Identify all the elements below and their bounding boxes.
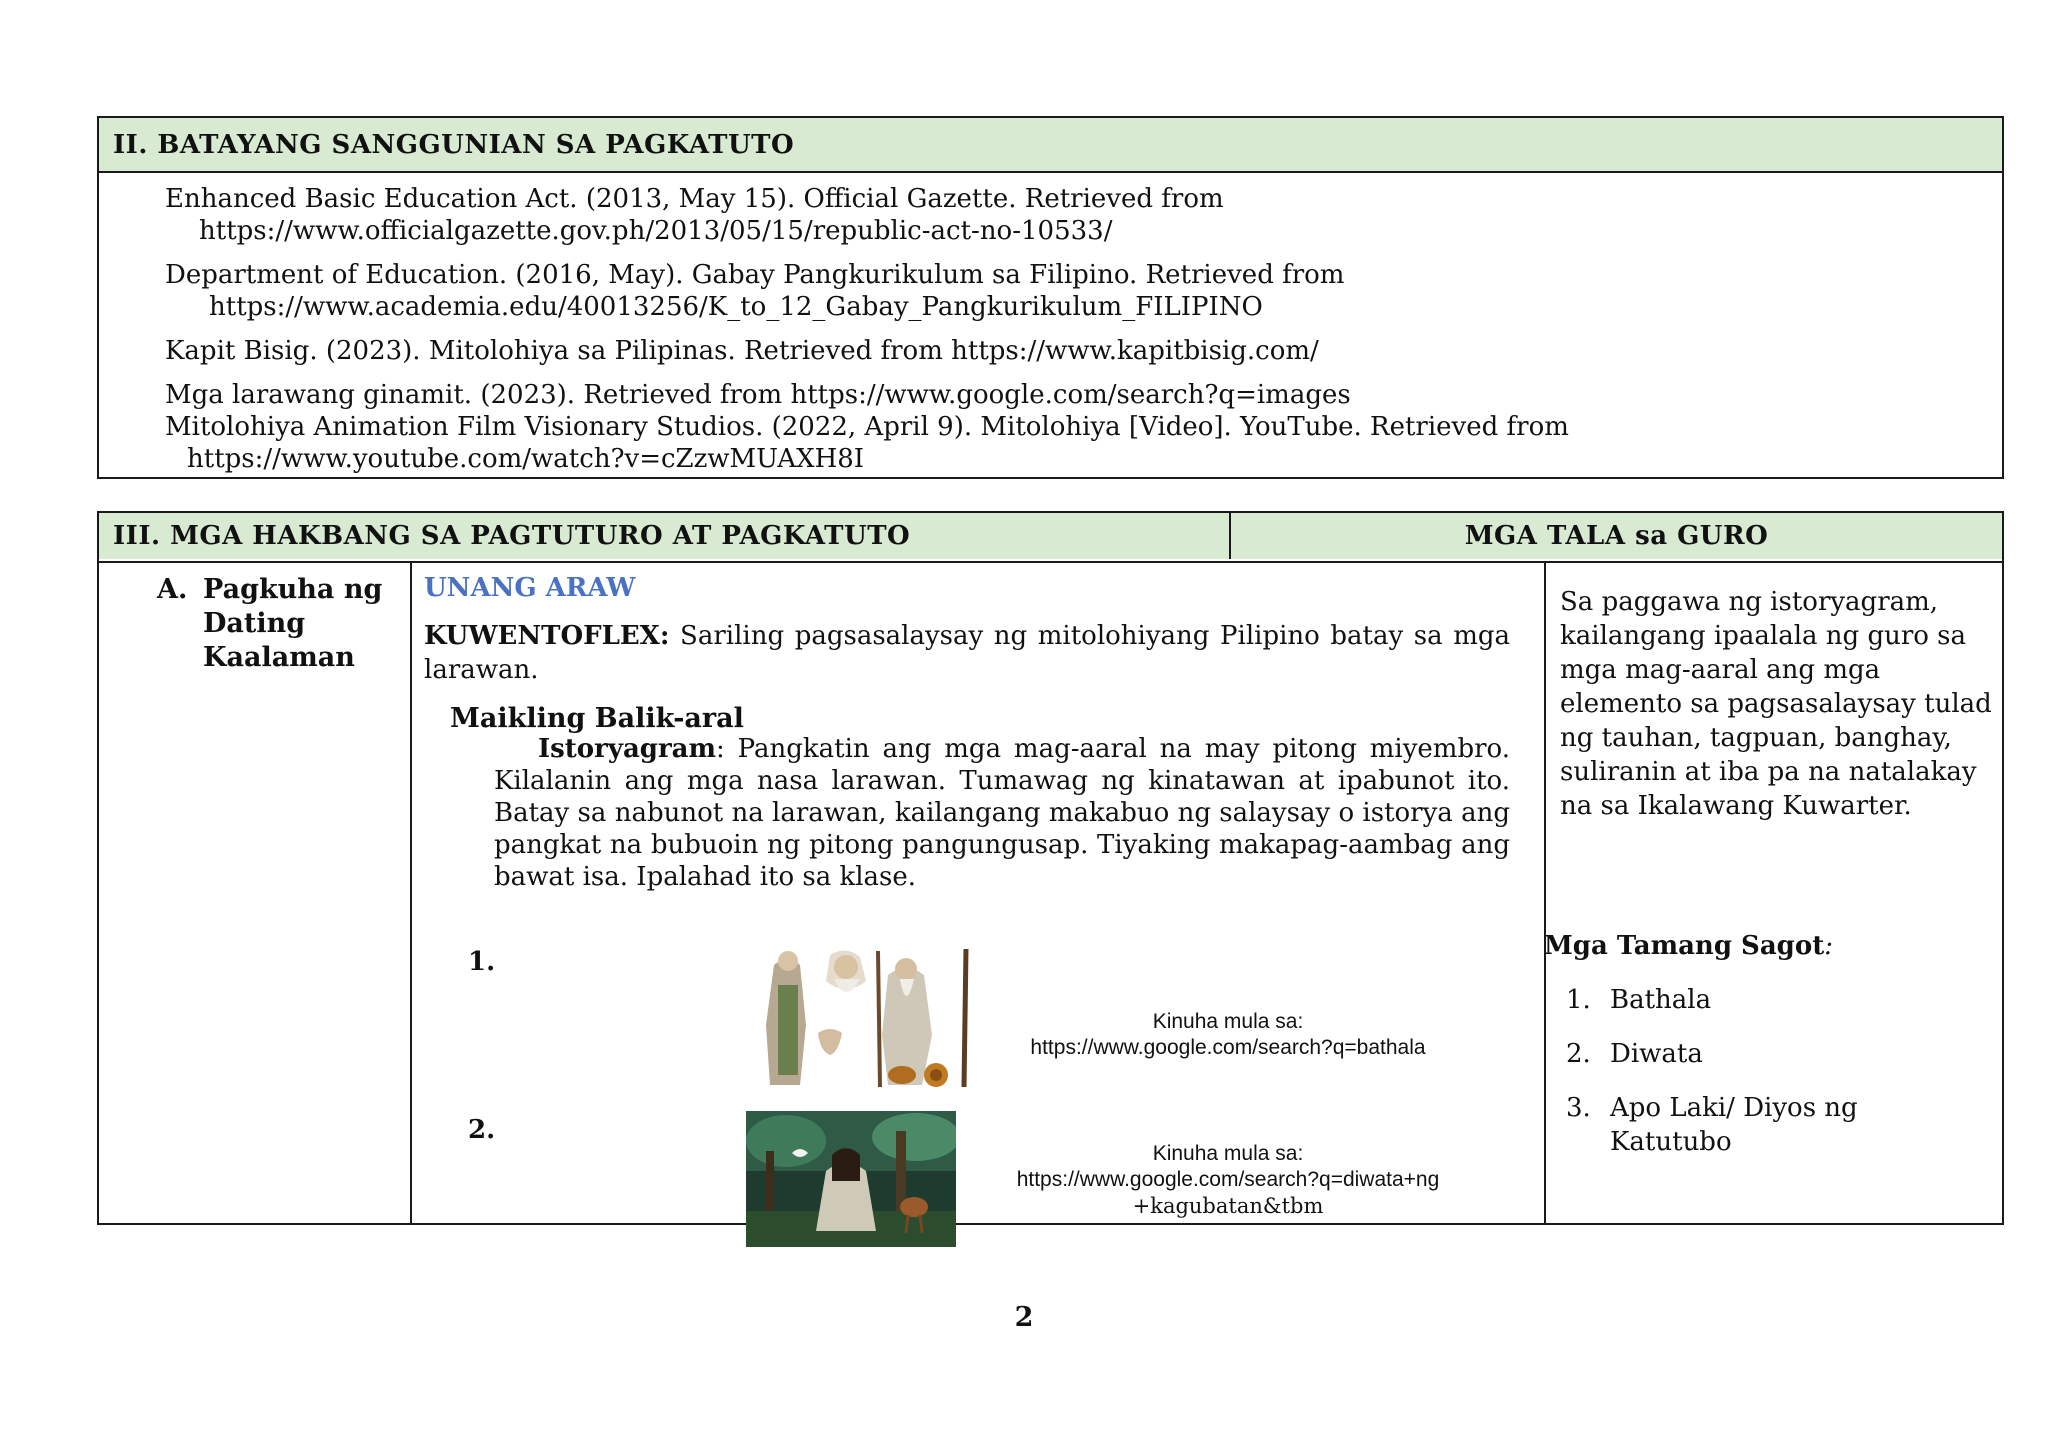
item-number: 2.	[468, 1115, 496, 1145]
image-caption: Kinuha mula sa: https://www.google.com/search?q=diwata+ng +kagubatan&tbm	[1016, 1142, 1440, 1218]
part-label: A. Pagkuha ng Dating Kaalaman	[157, 574, 383, 673]
steps-body-row	[99, 563, 2002, 1225]
balik-aral-heading: Maikling Balik-aral	[450, 703, 744, 734]
page-number: 2	[1014, 1302, 1034, 1333]
notes-header: MGA TALA sa GURO	[1231, 513, 2002, 559]
answers-list	[1566, 983, 1910, 1179]
references-list	[99, 173, 2002, 475]
reference-item: Department of Education. (2016, May). Gabay Pangkurikulum sa Filipino. Retrieved from https://www.academia.edu/40013256/K_to_12_Gabay_Pangkurikulum_FILIPINO	[165, 260, 1345, 322]
notes-cell	[1546, 563, 2002, 1225]
part-label-cell	[99, 563, 412, 1225]
item-number: 1.	[468, 947, 496, 977]
activity-cell	[412, 563, 1546, 1225]
reference-item: Kapit Bisig. (2023). Mitolohiya sa Pilipinas. Retrieved from https://www.kapitbisig.com/	[165, 336, 1319, 366]
list-item: 2. Diwata	[1566, 1039, 1703, 1069]
steps-header-row	[99, 513, 2002, 563]
references-header: II. BATAYANG SANGGUNIAN SA PAGKATUTO	[99, 118, 2002, 173]
diwata-image	[746, 1111, 956, 1247]
references-table	[97, 116, 2004, 479]
teacher-note: Sa paggawa ng istoryagram, kailangang ipaalala ng guro sa mga mag-aaral ang mga elemento sa pagsasalaysay tulad ng tauhan, tagpuan, banghay, suliranin at iba pa na natalakay na sa Ikalawang Kuwarter.	[1560, 587, 1992, 821]
day-heading: UNANG ARAW	[424, 573, 636, 603]
reference-item: Mitolohiya Animation Film Visionary Studios. (2022, April 9). Mitolohiya [Video]. YouTube. Retrieved from https://www.youtube.com/watch?v=cZzwMUAXH8I	[165, 412, 1569, 474]
list-item: 1. Bathala	[1566, 985, 1712, 1015]
kuwentoflex-paragraph: KUWENTOFLEX: Sariling pagsasalaysay ng mitolohiyang Pilipino batay sa mga larawan.	[424, 621, 1510, 685]
steps-table	[97, 511, 2004, 1225]
answers-heading: Mga Tamang Sagot:	[1544, 931, 1833, 961]
istoryagram-paragraph: Istoryagram: Pangkatin ang mga mag-aaral na may pitong miyembro. Kilalanin ang mga nasa larawan. Tumawag ng kinatawan at ipabunot ito. Batay sa nabunot na larawan, kailangang makabuo ng salaysay o istorya ang pangkat na bubuoin ng pitong pangungusap. Tiyaking makapag-aambag ang bawat isa. Ipalahad ito sa klase.	[494, 734, 1510, 892]
reference-item: Enhanced Basic Education Act. (2013, May 15). Official Gazette. Retrieved from https://www.officialgazette.gov.ph/2013/05/15/republic-act-no-10533/	[165, 184, 1224, 246]
image-caption: Kinuha mula sa: https://www.google.com/search?q=bathala	[1030, 1010, 1426, 1059]
reference-item: Mga larawang ginamit. (2023). Retrieved from https://www.google.com/search?q=images	[165, 380, 1351, 410]
list-item: 3. Apo Laki/ Diyos ng Katutubo	[1566, 1093, 1858, 1157]
steps-header: III. MGA HAKBANG SA PAGTUTURO AT PAGKATUTO	[99, 513, 1231, 559]
bathala-image	[752, 945, 982, 1091]
